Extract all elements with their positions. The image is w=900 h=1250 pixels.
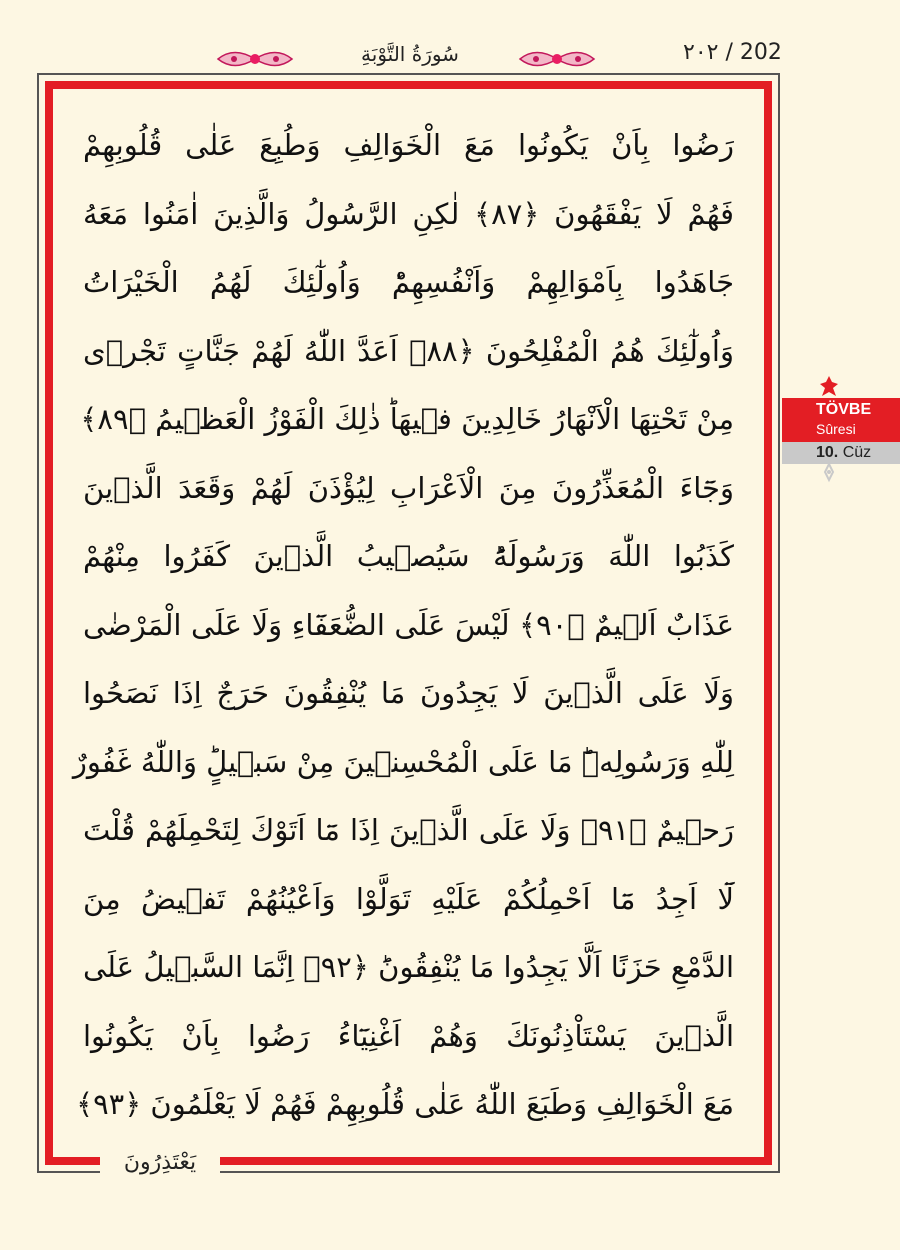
juz-text: Cüz — [842, 444, 872, 461]
text-line-4: وَاُولٰٓئِكَ هُمُ الْمُفْلِحُونَ ﴿٨٨﴾ اَعَدَّ اللّٰهُ لَهُمْ جَنَّاتٍ تَجْرٖى — [83, 333, 734, 368]
text-line-12: لَٓا اَجِدُ مَٓا اَحْمِلُكُمْ عَلَيْهِ تَوَلَّوْا وَاَعْيُنُهُمْ تَفٖيضُ مِنَ — [83, 881, 734, 916]
text-line-7: كَذَبُوا اللّٰهَ وَرَسُولَهُؕ سَيُصٖيبُ الَّذٖينَ كَفَرُوا مِنْهُمْ — [83, 539, 734, 574]
text-line-6: وَجَٓاءَ الْمُعَذِّرُونَ مِنَ الْاَعْرَابِ لِيُؤْذَنَ لَهُمْ وَقَعَدَ الَّذٖينَ — [83, 470, 734, 505]
page-number: ٢٠٢ / 202 — [683, 40, 782, 65]
text-line-13: الدَّمْعِ حَزَنًا اَلَّا يَجِدُوا مَا يُنْفِقُونَؕ ﴿٩٢﴾ اِنَّمَا السَّبٖيلُ عَلَى — [83, 950, 735, 985]
text-line-3: جَاهَدُوا بِاَمْوَالِهِمْ وَاَنْفُسِهِمْؕ وَاُولٰٓئِكَ لَهُمُ الْخَيْرَاتُ — [83, 265, 734, 300]
fleur-icon — [818, 376, 840, 400]
text-line-14: الَّذٖينَ يَسْتَاْذِنُونَكَ وَهُمْ اَغْنِيَٓاءُ رَضُوا بِاَنْ يَكُونُوا — [83, 1018, 734, 1053]
text-line-11: رَحٖيمٌ ﴿٩١﴾ وَلَا عَلَى الَّذٖينَ اِذَا مَٓا اَتَوْكَ لِتَحْمِلَهُمْ قُلْتَ — [83, 813, 735, 848]
text-line-1: رَضُوا بِاَنْ يَكُونُوا مَعَ الْخَوَالِفِ وَطُبِعَ عَلٰى قُلُوبِهِمْ — [83, 128, 734, 163]
ornament-right-icon — [516, 44, 598, 74]
surah-name: TÖVBE — [816, 401, 872, 418]
text-line-2: فَهُمْ لَا يَفْقَهُونَ ﴿٨٧﴾ لٰكِنِ الرَّسُولُ وَالَّذِينَ اٰمَنُوا مَعَهُ — [83, 196, 734, 231]
page-frame — [37, 73, 780, 1173]
text-border — [45, 81, 772, 1165]
verse-text-area — [72, 111, 735, 1137]
catchword: يَعْتَذِرُونَ — [100, 1150, 220, 1175]
juz-label — [782, 442, 900, 464]
diamond-ornament-icon — [820, 464, 838, 480]
text-line-5: مِنْ تَحْتِهَا الْاَنْهَارُ خَالِدِينَ فٖيهَاؕ ذٰلِكَ الْفَوْزُ الْعَظٖيمُ ﴿٨٩﴾ — [80, 402, 734, 437]
text-line-9: وَلَا عَلَى الَّذٖينَ لَا يَجِدُونَ مَا يُنْفِقُونَ حَرَجٌ اِذَا نَصَحُوا — [83, 676, 734, 711]
text-line-15: مَعَ الْخَوَالِفِ وَطَبَعَ اللّٰهُ عَلٰى قُلُوبِهِمْ فَهُمْ لَا يَعْلَمُونَ ﴿٩٣﴾ — [76, 1087, 734, 1122]
page-header — [0, 0, 900, 72]
text-line-10: لِلّٰهِ وَرَسُولِهٖؕ مَا عَلَى الْمُحْسِنٖينَ مِنْ سَبٖيلٍؕ وَاللّٰهُ غَفُورٌ — [72, 744, 734, 779]
juz-number: 10. — [816, 444, 839, 461]
surah-label: Sûresi — [816, 421, 856, 437]
surah-side-tab[interactable] — [782, 398, 900, 464]
text-line-8: عَذَابٌ اَلٖيمٌ ﴿٩٠﴾ لَيْسَ عَلَى الضُّعَفَٓاءِ وَلَا عَلَى الْمَرْضٰى — [83, 607, 734, 642]
surah-name-label — [782, 398, 900, 442]
ornament-left-icon — [214, 44, 296, 74]
surah-title: سُورَةُ التَّوْبَةِ — [361, 42, 459, 66]
